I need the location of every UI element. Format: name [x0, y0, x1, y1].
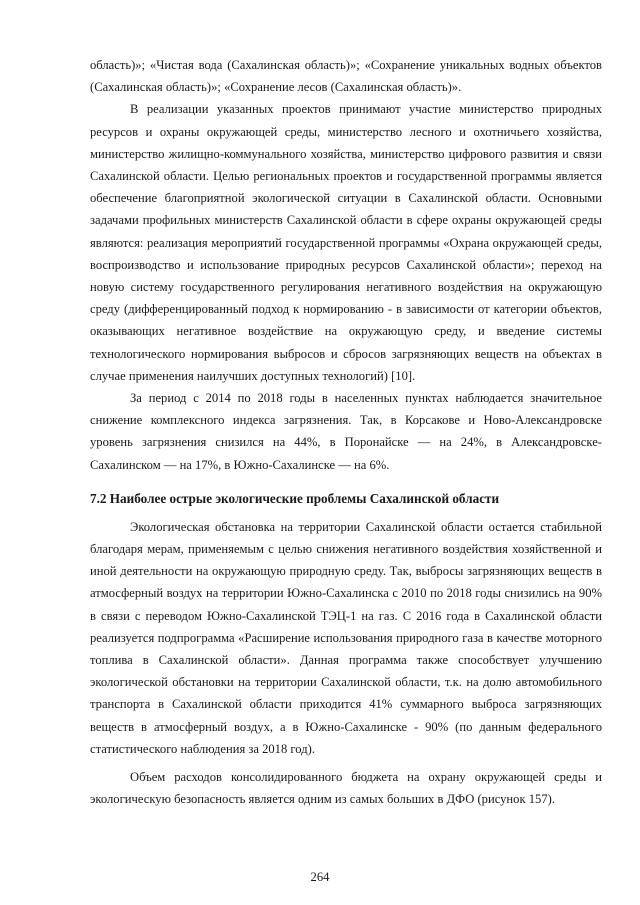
- paragraph-5: Объем расходов консолидированного бюджета на охрану окружающей среды и экологическую безопасность является одним из самых больших в ДФО (рисунок 157).: [90, 770, 602, 807]
- section-heading: 7.2 Наиболее острые экологические проблемы Сахалинской области: [90, 490, 500, 506]
- page-body: [90, 54, 602, 811]
- paragraph-1: область)»; «Чистая вода (Сахалинская область)»; «Сохранение уникальных водных объектов (Сахалинская область)»; «Сохранение лесов (Сахалинская область)».: [90, 58, 602, 95]
- paragraph-2: В реализации указанных проектов принимают участие министерство природных ресурсов и охраны окружающей среды, министерство лесного и охотничьего хозяйства, министерство жилищно-коммунального хозяйства, министерство цифрового развития и связи Сахалинской области. Целью региональных проектов и государственной программы является обеспечение благоприятной экологической ситуации в Сахалинской области. Основными задачами профильных министерств Сахалинской области в сфере охраны окружающей среды являются: реализация мероприятий государственной программы «Охрана окружающей среды, воспроизводство и использование природных ресурсов Сахалинской области»; переход на новую систему государственного регулирования негативного воздействия на окружающую среду (дифференцированный подход к нормированию - в зависимости от категории объектов, оказывающих негативное воздействие на окружающую среду, и введение системы технологического нормирования выбросов и сбросов загрязняющих веществ на объектах в случае применения наилучших доступных технологий) [10].: [90, 102, 602, 383]
- paragraph-3: За период с 2014 по 2018 годы в населенных пунктах наблюдается значительное снижение комплексного индекса загрязнения. Так, в Корсакове и Ново-Александровске уровень загрязнения снизился на 44%, в Поронайске — на 24%, в Александровске-Сахалинском — на 17%, в Южно-Сахалинске — на 6%.: [90, 391, 602, 472]
- paragraph-4: Экологическая обстановка на территории Сахалинской области остается стабильной благодаря мерам, применяемым с целью снижения негативного воздействия хозяйственной и иной деятельности на окружающую природную среду. Так, выбросы загрязняющих веществ в атмосферный воздух на территории Южно-Сахалинска с 2010 по 2018 годы снизились на 90% в связи с переводом Южно-Сахалинской ТЭЦ-1 на газ. С 2016 года в Сахалинской области реализуется подпрограмма «Расширение использования природного газа в качестве моторного топлива в Сахалинской области». Данная программа также способствует улучшению экологической обстановки на территории Сахалинской области, т.к. на долю автомобильного транспорта в Сахалинской области приходится 41% суммарного выброса загрязняющих веществ в атмосферный воздух, а в Южно-Сахалинске - 90% (по данным федерального статистического наблюдения за 2018 год).: [90, 519, 602, 756]
- page-number: 264: [310, 870, 330, 884]
